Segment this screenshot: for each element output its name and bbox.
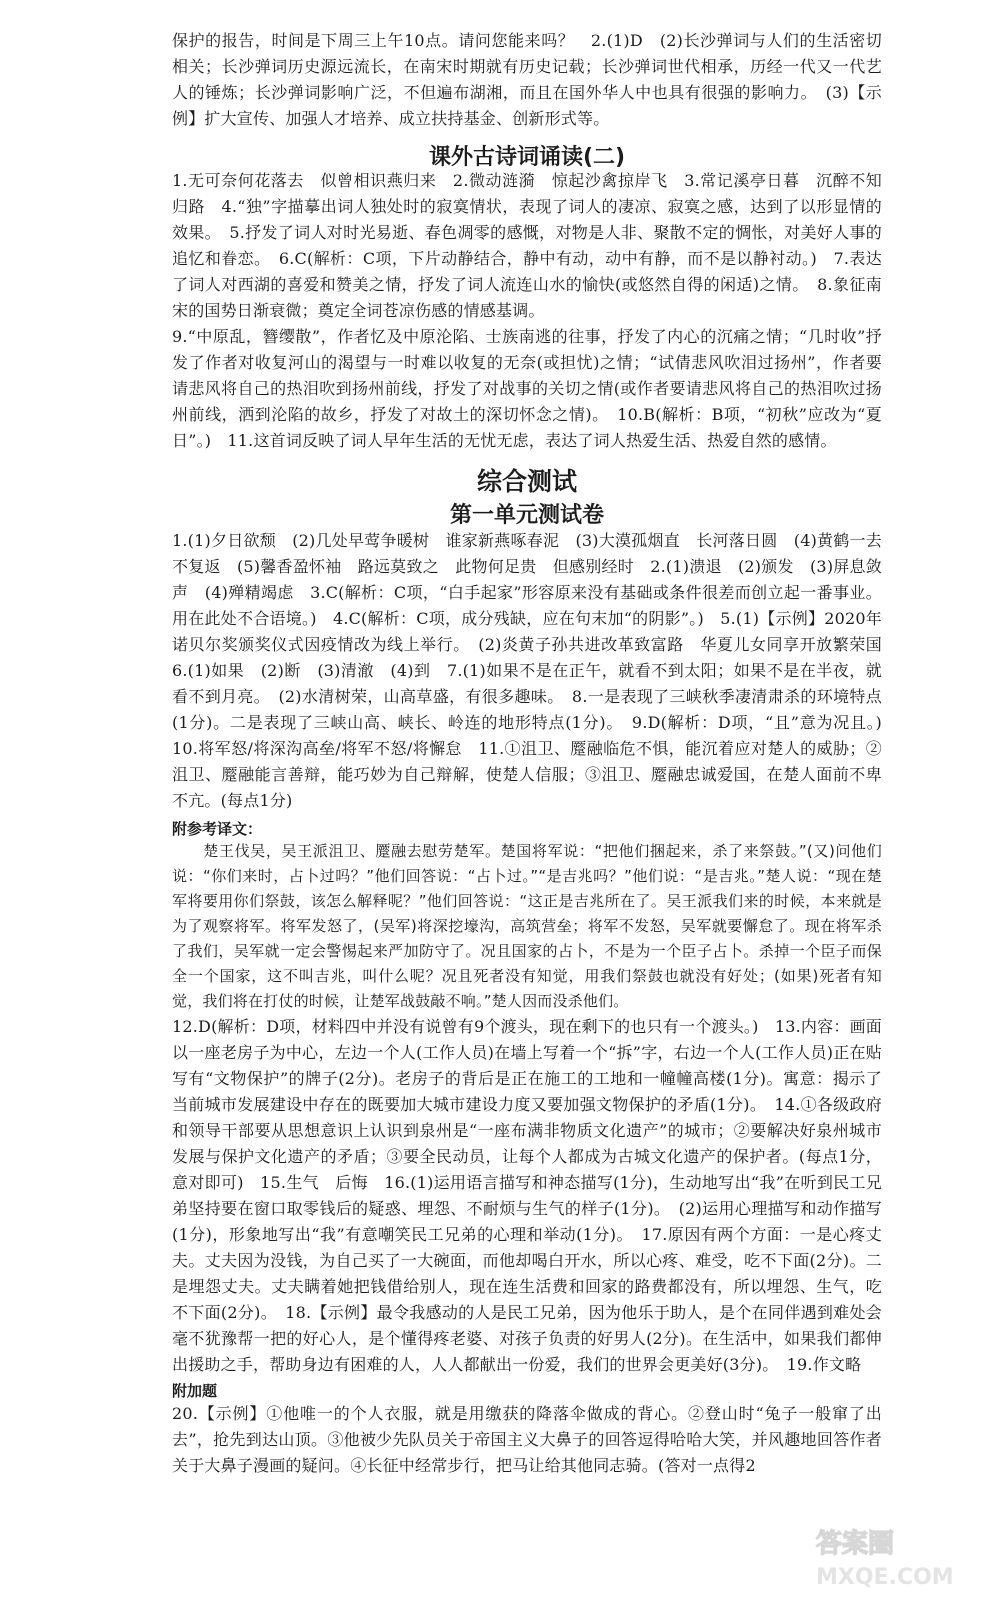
answers-12-19-paragraph: 12.D(解析：D项，材料四中并没有说曾有9个渡头，现在剩下的也只有一个渡头。) 13.内容：画面以一座老房子为中心，左边一个人(工作人员)在墙上写着一个“拆”字，右边一个人(工作人员)正在贴写有“文物保护”的牌子(2分)。老房子的背后是正在施工的工地和一幢幢高楼(1分)。寓意：揭示了当前城市发展建设中存在的既要加大城市建设力度又要加强文物保护的矛盾(1分)。 14.①各级政府和领导干部要从思想意识上认识到泉州是“一座布满非物质文化遗产”的城市；②要解决好泉州城市发展与保护文化遗产的矛盾；③要全民动员，让每个人都成为古城文化遗产的保护者。(每点1分，意对即可) 15.生气 后悔 16.(1)运用语言描写和神态描写(1分)，生动地写出“我”在听到民工兄弟坚持要在窗口取零钱后的疑惑、埋怨、不耐烦与生气的样子(1分)。 (2)运用心理描写和动作描写(1分)，形象地写出“我”有意嘲笑民工兄弟的心理和举动(1分)。 17.原因有两个方面：一是心疼丈夫。丈夫因为没钱，为自己买了一大碗面，而他却喝白开水，所以心疼、难受，吃不下面(2分)。二是埋怨丈夫。丈夫瞒着她把钱借给别人，现在连生活费和回家的路费都没有，所以埋怨、生气，吃不下面(2分)。 18.【示例】最令我感动的人是民工兄弟，因为他乐于助人，是个在同伴遇到难处会毫不犹豫帮一把的好心人，是个懂得疼老婆、对孩子负责的好男人(2分)。在生活中，如果我们都伸出援助之手，帮助身边有困难的人，人人都献出一份爱，我们的世界会更美好(3分)。 19.作文略 [172, 1017, 882, 1374]
watermark-url: MXQE.COM [816, 1565, 954, 1590]
section-heading-poetry: 课外古诗词诵读(二) [428, 145, 626, 170]
poetry-paragraph: 1.无可奈何花落去 似曾相识燕归来 2.微动涟漪 惊起沙禽掠岸飞 3.常记溪亭日暮 沉醉不知归路 4.“独”字描摹出词人独处时的寂寞情状，表现了词人的凄凉、寂寞之感，达到了以形显情的效果。 5.抒发了词人对时光易逝、春色凋零的感慨，对物是人非、聚散不定的惆怅，对美好人事的追忆和眷恋。 6.C(解析：C项，下片动静结合，静中有动，动中有静，而不是以静衬动。) 7.表达了词人对西湖的喜爱和赞美之情，抒发了词人流连山水的愉快(或悠然自得的闲适)之情。 8.象征南宋的国势日渐衰微；奠定全词苍凉伤感的情感基调。 [172, 171, 882, 320]
extra-paragraph: 20.【示例】①他唯一的个人衣服，就是用缴获的降落伞做成的背心。②登山时“兔子一般窜了出去”，抢先到达山顶。③他被少先队员关于帝国主义大鼻子的回答逗得哈哈大笑，并风趣地回答作者关于大鼻子漫画的疑问。④长征中经常步行，把马让给其他同志骑。(答对一点得2 [172, 1404, 882, 1475]
unit1-paragraph: 1.(1)夕日欲颓 (2)几处早莺争暖树 谁家新燕啄春泥 (3)大漠孤烟直 长河落日圆 (4)黄鹤一去不复返 (5)馨香盈怀袖 路远莫致之 此物何足贵 但感别经时 2.(1)溃退 (2)颁发 (3)屏息敛声 (4)殚精竭虑 3.C(解析：C项，“白手起家”形容原来没有基础或条件很差而创立起一番事业。用在此处不合语境。) 4.C(解析：C项，成分残缺，应在句末加“的阴影”。) 5.(1)【示例】2020年诺贝尔奖颁奖仪式因疫情改为线上举行。 (2)炎黄子孙共进改革致富路 华夏儿女同享开放繁荣国 6.(1)如果 (2)断 (3)清澈 (4)到 7.(1)如果不是在正午，就看不到太阳；如果不是在半夜，就看不到月亮。 (2)水清树荣，山高草盛，有很多趣味。 8.一是表现了三峡秋季凄清肃杀的环境特点(1分)。二是表现了三峡山高、峡长、岭连的地形特点(1分)。 9.D(解析：D项，“且”意为况且。) 10.将军怒/将深沟高垒/将军不怒/将懈怠 11.①沮卫、蹷融临危不惧，能沉着应对楚人的威胁；②沮卫、蹷融能言善辩，能巧妙为自己辩解，使楚人信服；③沮卫、蹷融忠诚爱国，在楚人面前不卑不亢。(每点1分) [172, 531, 899, 810]
poetry-paragraph-2: 9.“中原乱，簪缨散”，作者忆及中原沦陷、士族南逃的往事，抒发了内心的沉痛之情；“几时收”抒发了作者对收复河山的渴望与一时难以收复的无奈(或担忧)之情；“试倩悲风吹泪过扬州”，作者要请悲风将自己的热泪吹到扬州前线，抒发了对战事的关切之情(或作者要请悲风将自己的热泪吹过扬州前线，洒到沦陷的故乡，抒发了对故土的深切怀念之情)。 10.B(解析：B项，“初秋”应改为“夏日”。) 11.这首词反映了词人早年生活的无忧无虑，表达了词人热爱生活、热爱自然的感情。 [172, 327, 882, 450]
intro-paragraph: 保护的报告，时间是下周三上午10点。请问您能来吗？ 2.(1)D (2)长沙弹词与人们的生活密切相关；长沙弹词历史源远流长，在南宋时期就有历史记载；长沙弹词世代相承，历经一代又一代艺人的锤炼；长沙弹词影响广泛，不但遍布湖湘，而且在国外华人中也具有很强的影响力。 (3)【示例】扩大宣传、加强人才培养、成立扶持基金、创新形式等。 [172, 31, 882, 128]
poetry-answers [172, 168, 882, 454]
unit1-answers [172, 528, 899, 1479]
translation-label: 附参考译文： [172, 820, 263, 838]
section-heading-comprehensive: 综合测试 [476, 467, 577, 496]
section-heading-unit1: 第一单元测试卷 [449, 503, 604, 528]
extra-label: 附加题 [172, 1382, 218, 1400]
intro-answers [172, 28, 882, 132]
translation-paragraph: 楚王伐吴，吴王派沮卫、蹷融去慰劳楚军。楚国将军说：“把他们捆起来，杀了来祭鼓。”(又)问他们说：“你们来时，占卜过吗？”他们回答说：“占卜过。”“是吉兆吗？”他们说：“是吉兆。”楚人说：“现在楚军将要用你们祭鼓，该怎么解释呢？”他们回答说：“这正是吉兆所在了。吴王派我们来的时候，本来就是为了观察将军。将军发怒了，(吴军)将深挖壕沟，高筑营垒；将军不发怒，吴军就要懈怠了。现在将军杀了我们，吴军就一定会警惕起来严加防守了。况且国家的占卜，不是为一个臣子占卜。杀掉一个臣子而保全一个国家，这不叫吉兆，叫什么呢？况且死者没有知觉，用我们祭鼓也就没有好处；(如果)死者有知觉，我们将在打仗的时候，让楚军战鼓敲不响。”楚人因而没杀他们。 [172, 842, 882, 1010]
watermark-brand: 答案圈 [816, 1529, 895, 1559]
watermark-logo [796, 1522, 986, 1592]
